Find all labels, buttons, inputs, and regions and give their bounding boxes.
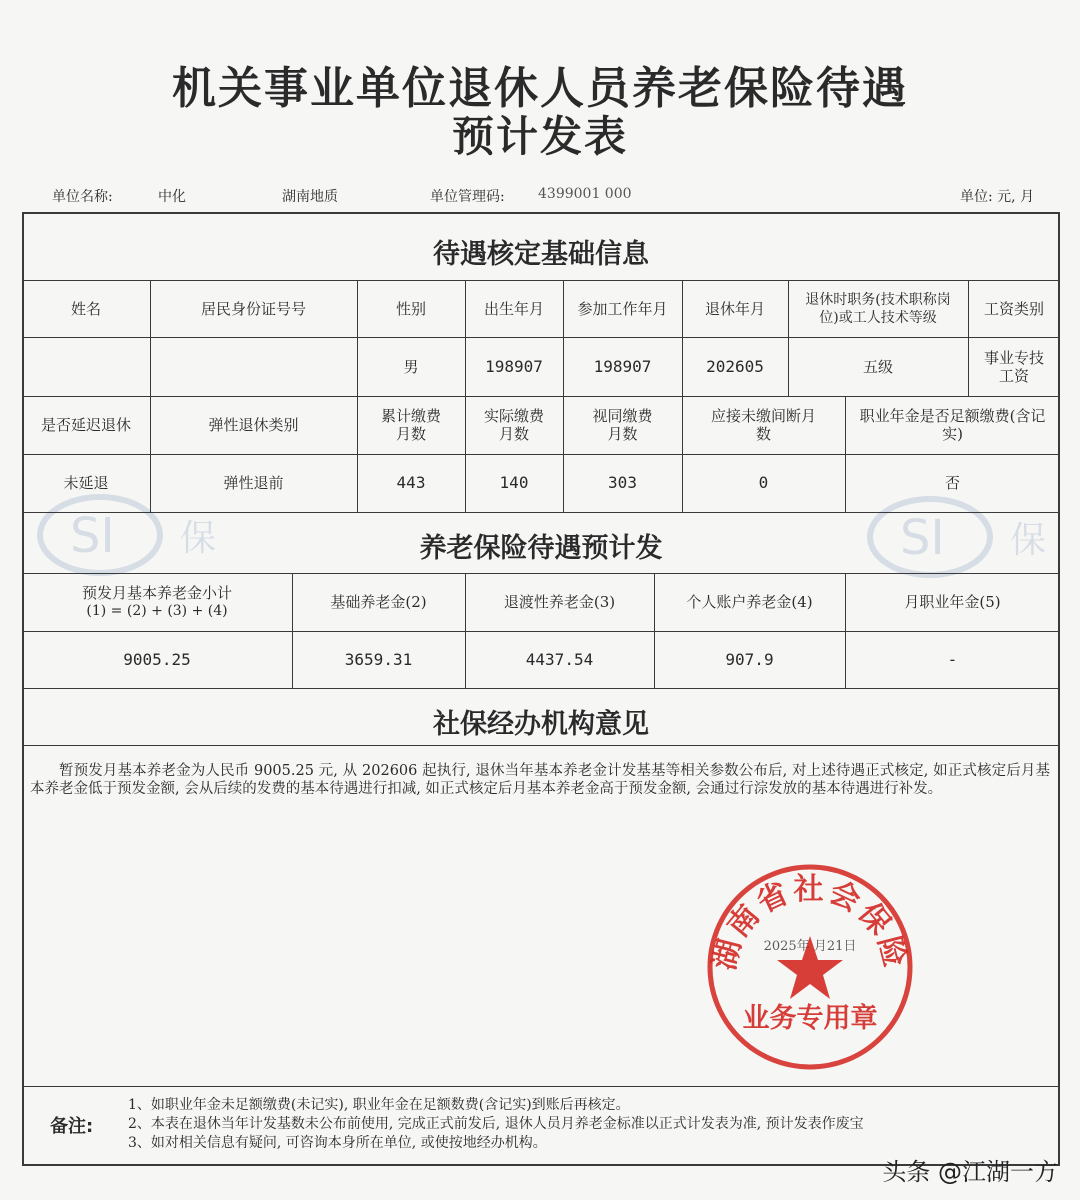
document-subtitle: 预计发表 (451, 112, 628, 161)
note-item: 3、如对相关信息有疑问, 可咨询本身所在单位, 或使按地经办机构。 (128, 1135, 547, 1151)
value-birth-date: 198907 (485, 356, 543, 376)
value-id-number (150, 337, 357, 396)
header-id-number: 居民身份证号号 (200, 299, 306, 318)
svg-text:SI: SI (900, 510, 945, 566)
notes-list (128, 1096, 864, 1153)
official-seal (705, 862, 915, 1072)
unit-name-label: 单位名称: (52, 189, 113, 205)
header-monthly-pension-subtotal-label: 预发月基本养老金小计 (81, 584, 232, 602)
value-retire-position: 五级 (862, 357, 893, 376)
document-title: 机关事业单位退休人员养老保险待遇 (172, 63, 908, 114)
svg-text:2025年 月21日: 2025年 月21日 (763, 939, 857, 954)
value-monthly-pension-subtotal: 9005.25 (123, 649, 191, 669)
header-gender: 性别 (395, 299, 426, 318)
header-flexible-retirement-type: 弹性退休类别 (208, 416, 299, 434)
opinion-text: 暂预发月基本养老金为人民币 9005.25 元, 从 202606 起执行, 退休当年基本养老金计发基基等相关参数公布后, 对上述待遇正式核定, 如正式核定后月基本养老金低于预发金额, 会从后续的发费的基本待遇进行扣减, 如正式核定后月基本养老金高于预发金额, 会通过行淙发放的基本待遇进行补发。 (30, 763, 1050, 797)
unit-code-value: 4399001 000 (538, 186, 632, 202)
value-gender: 男 (403, 357, 419, 376)
value-actual-contribution-months: 140 (499, 473, 529, 492)
value-monthly-occupational-annuity: - (947, 649, 958, 669)
unit-label: 单位: 元, 月 (960, 189, 1035, 205)
header-retire-position: 退休时职务(技术职称岗位)或工人技术等级 (805, 291, 951, 326)
value-name (22, 337, 150, 396)
svg-text:SI: SI (70, 508, 115, 564)
value-salary-type: 事业专技工资 (983, 348, 1044, 385)
header-birth-date: 出生年月 (483, 299, 544, 318)
pension-section-title: 养老保险待遇预计发 (419, 533, 663, 564)
note-item: 1、如职业年金未足额缴费(未记实), 职业年金在足额数费(含记实)到账后再核定。 (128, 1097, 630, 1113)
svg-text:保: 保 (1010, 520, 1047, 561)
value-deemed-contribution-months: 303 (608, 473, 637, 492)
svg-text:湖南省社会保险: 湖南省社会保险 (707, 872, 913, 974)
header-deemed-contribution-months: 视同缴费月数 (592, 407, 653, 443)
value-unpaid-gap-months: 0 (758, 473, 769, 492)
header-unpaid-gap-months: 应接未缴间断月数 (710, 407, 816, 443)
source-watermark: 头条 @江湖一方 (882, 1158, 1058, 1186)
header-occupational-annuity-paid: 职业年金是否足额缴费(含记实) (859, 407, 1046, 443)
value-retire-date: 202605 (706, 356, 764, 376)
value-work-start: 198907 (593, 356, 652, 376)
basic-info-section-title: 待遇核定基础信息 (433, 239, 649, 270)
header-monthly-occupational-annuity: 月职业年金(5) (904, 593, 1001, 611)
header-total-contribution-months: 累计缴费月数 (380, 407, 441, 443)
notes-label: 备注: (50, 1116, 94, 1137)
table-line (22, 688, 1060, 689)
value-occupational-annuity-paid: 否 (944, 474, 960, 492)
note-item: 2、本表在退休当年计发基数未公布前使用, 完成正式前发后, 退休人员月养老金标准以正式计发表为准, 预计发表作废宝 (128, 1116, 864, 1132)
header-salary-type: 工资类别 (983, 299, 1044, 318)
header-name: 姓名 (70, 299, 101, 318)
header-delayed-retirement: 是否延迟退休 (40, 416, 131, 434)
table-line (22, 512, 1060, 513)
table-line (22, 1086, 1060, 1087)
value-total-contribution-months: 443 (396, 473, 426, 492)
value-delayed-retirement: 未延退 (63, 474, 109, 492)
header-personal-account-pension: 个人账户养老金(4) (686, 593, 813, 611)
svg-text:保: 保 (180, 518, 217, 559)
header-transitional-pension: 退渡性养老金(3) (503, 593, 616, 611)
value-transitional-pension: 4437.54 (525, 649, 594, 669)
value-basic-pension: 3659.31 (344, 649, 413, 669)
unit-code-label: 单位管理码: (430, 189, 505, 205)
header-monthly-pension-subtotal (22, 573, 292, 631)
header-basic-pension: 基础养老金(2) (330, 593, 427, 611)
value-personal-account-pension: 907.9 (725, 649, 774, 669)
unit-name-value: 中化 (158, 189, 186, 205)
header-formula: (1) = (2) + (3) + (4) (86, 603, 228, 619)
opinion-section-title: 社保经办机构意见 (433, 709, 649, 740)
unit-name-value-2: 湖南地质 (282, 189, 338, 205)
header-work-start: 参加工作年月 (577, 299, 668, 318)
value-flexible-retirement-type: 弹性退前 (223, 474, 284, 492)
header-retire-date: 退休年月 (704, 299, 765, 318)
table-line (22, 745, 1060, 746)
svg-text:业务专用章: 业务专用章 (742, 1003, 878, 1034)
header-actual-contribution-months: 实际缴费月数 (483, 407, 544, 443)
